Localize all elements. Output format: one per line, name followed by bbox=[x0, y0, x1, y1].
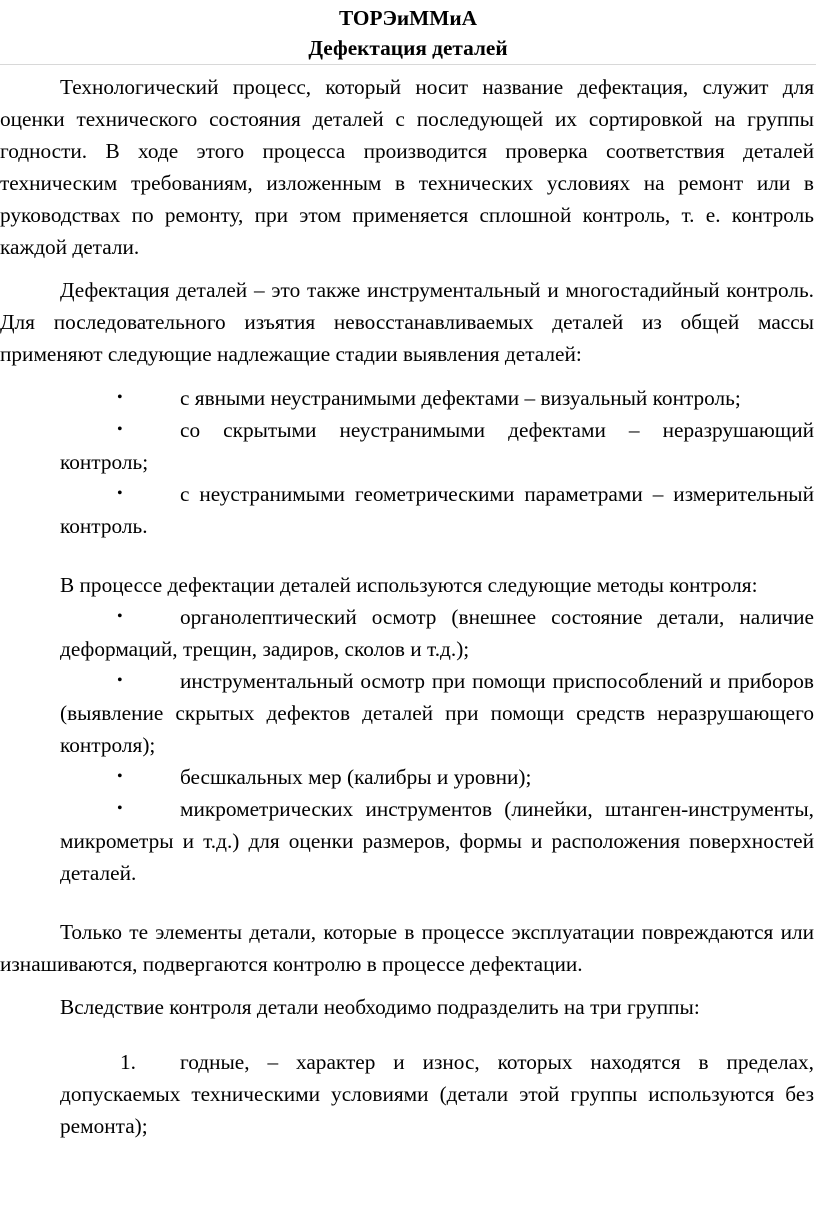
bullet-icon: • bbox=[117, 389, 123, 406]
list-item: • органолептический осмотр (внешнее состояние детали, наличие деформаций, трещин, задиров, сколов и т.д.); bbox=[0, 601, 816, 665]
list-item: • инструментальный осмотр при помощи приспособлений и приборов (выявление скрытых дефектов деталей при помощи средств неразрушающего контроля); bbox=[0, 665, 816, 761]
list-item: • с явными неустранимыми дефектами – визуальный контроль; bbox=[0, 382, 816, 414]
list-item: 1. годные, – характер и износ, которых находятся в пределах, допускаемых техническими условиями (детали этой группы используются без ремонта); bbox=[0, 1046, 816, 1142]
methods-list bbox=[0, 601, 816, 889]
list-item: • микрометрических инструментов (линейки, штанген-инструменты, микрометры и т.д.) для оценки размеров, формы и расположения поверхностей деталей. bbox=[0, 793, 816, 889]
paragraph-stages-intro: Дефектация деталей – это также инструментальный и многостадийный контроль. Для последовательного изъятия невосстанавливаемых деталей из общей массы применяют следующие надлежащие стадии выявления деталей: bbox=[0, 278, 814, 366]
bullet-icon: • bbox=[117, 608, 123, 625]
bullet-icon: • bbox=[117, 485, 123, 502]
list-item: • со скрытыми неустранимыми дефектами – неразрушающий контроль; bbox=[0, 414, 816, 478]
paragraph-methods-intro: В процессе дефектации деталей используются следующие методы контроля: bbox=[60, 573, 758, 597]
groups-list bbox=[0, 1046, 816, 1142]
paragraph-intro: Технологический процесс, который носит название дефектация, служит для оценки технического состояния деталей с последующей их сортировкой на группы годности. В ходе этого процесса производится проверка соответствия деталей техническим требованиям, изложенным в технических условиях на ремонт или в руководствах по ремонту, при этом применяется сплошной контроль, т. е. контроль каждой детали. bbox=[0, 75, 814, 259]
org-name: ТОРЭиММиА bbox=[338, 6, 478, 30]
bullet-icon: • bbox=[117, 768, 123, 785]
document-body bbox=[0, 71, 816, 1142]
list-item: • бесшкальных мер (калибры и уровни); bbox=[0, 761, 816, 793]
paragraph-control-elements: Только те элементы детали, которые в процессе эксплуатации повреждаются или изнашиваются, подвергаются контролю в процессе дефектации. bbox=[0, 920, 814, 976]
bullet-icon: • bbox=[117, 672, 123, 689]
header-divider bbox=[0, 64, 816, 65]
bullet-icon: • bbox=[117, 421, 123, 438]
bullet-icon: • bbox=[117, 800, 123, 817]
list-number: 1. bbox=[120, 1050, 136, 1074]
list-item: • с неустранимыми геометрическими параметрами – измерительный контроль. bbox=[0, 478, 816, 542]
paragraph-groups-intro: Вследствие контроля детали необходимо подразделить на три группы: bbox=[60, 995, 700, 1019]
page-title: Дефектация деталей bbox=[308, 36, 508, 60]
stages-list bbox=[0, 382, 816, 542]
document-header bbox=[0, 3, 816, 63]
